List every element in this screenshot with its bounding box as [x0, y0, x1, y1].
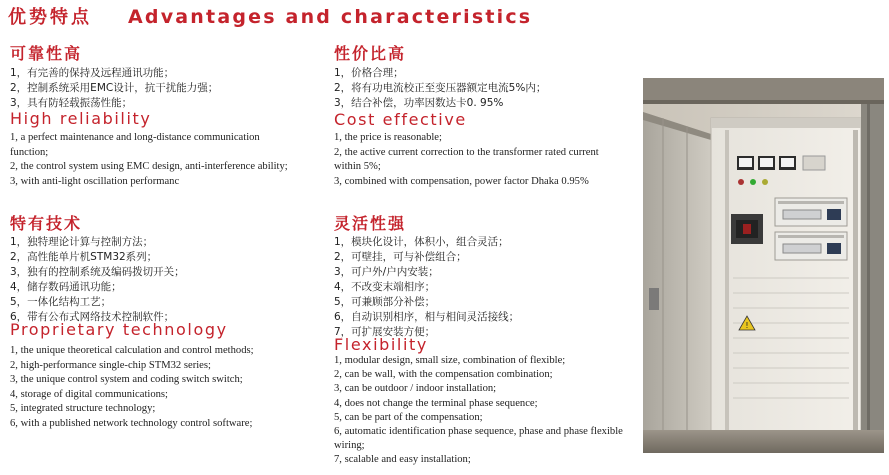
- side-handle: [649, 288, 659, 310]
- list-item: 2，高性能单片机STM32系列；: [10, 251, 158, 263]
- list-item: 3，可户外/户内安装；: [334, 266, 439, 278]
- list-item: 6，自动识别相序，相与相间灵活接线；: [334, 311, 520, 323]
- list-item: 1，价格合理；: [334, 67, 404, 79]
- section-flexibility-en: [334, 335, 634, 468]
- list-item: 2，控制系统采用EMC设计，抗干扰能力强；: [10, 82, 219, 94]
- list-item: 2, the control system using EMC design, anti-interference ability;: [10, 161, 288, 172]
- list-item: 4, storage of digital communications;: [10, 388, 168, 400]
- section-cost-effective: [334, 44, 634, 111]
- list-item: 2, high-performance single-chip STM32 series;: [10, 359, 211, 371]
- list-item: 1，有完善的保持及远程通讯功能；: [10, 67, 175, 79]
- section-proprietary-technology: [10, 214, 310, 325]
- section-title-en: High reliability: [10, 109, 152, 128]
- list-item: 7，可扩展安装方便；: [334, 326, 436, 338]
- meter-row: [737, 156, 825, 170]
- section-title-en: Cost effective: [334, 110, 467, 129]
- list-item: 3, with anti-light oscillation performanc: [10, 175, 180, 187]
- section-proprietary-technology-en: [10, 320, 320, 431]
- filter-module: [775, 232, 847, 260]
- list-item: 4, does not change the terminal phase sequence;: [334, 397, 538, 409]
- list-item: 1，独特理论计算与控制方法；: [10, 236, 154, 248]
- filter-module: [775, 198, 847, 226]
- list-item: 2，可壁挂，可与补偿组合；: [334, 251, 467, 263]
- list-item: 5，一体化结构工艺；: [10, 296, 112, 308]
- section-high-reliability-en: [10, 109, 310, 189]
- page-title-en: Advantages and characteristics: [128, 6, 533, 28]
- list-item: 2，将有功电流校正至变压器额定电流5%内；: [334, 82, 547, 94]
- list-item: 1, the price is reasonable;: [334, 132, 442, 143]
- list-item: 6, automatic identification phase sequence, phase and phase flexible wiring;: [334, 426, 623, 452]
- list-item: 3，独有的控制系统及编码拨切开关；: [10, 266, 185, 278]
- section-high-reliability: [10, 44, 310, 111]
- list-item: 1, modular design, small size, combination of flexible;: [334, 355, 566, 366]
- list-item: 1，模块化设计，体积小，组合灵活；: [334, 236, 509, 248]
- cabinet-illustration: [643, 78, 884, 453]
- list-item: 5，可兼顾部分补偿；: [334, 296, 436, 308]
- page-title: [8, 3, 532, 31]
- section-title-cn: 灵活性强: [334, 214, 407, 233]
- list-item: 4，不改变末端相序；: [334, 281, 436, 293]
- list-item: 3, can be outdoor / indoor installation;: [334, 383, 497, 395]
- product-photo: [643, 78, 884, 453]
- list-item: 7, scalable and easy installation;: [334, 454, 471, 466]
- list-item: 1, a perfect maintenance and long-distance communication function;: [10, 132, 260, 158]
- list-item: 3, combined with compensation, power factor Dhaka 0.95%: [334, 175, 589, 187]
- section-cost-effective-en: [334, 110, 634, 189]
- list-item: 3, the unique control system and coding switch switch;: [10, 374, 243, 385]
- list-item: 6，带有公布式网络技术控制软件；: [10, 311, 175, 323]
- list-item: 2, can be wall, with the compensation combination;: [334, 369, 553, 381]
- section-flexibility: [334, 214, 634, 340]
- list-item: 5, integrated structure technology;: [10, 403, 156, 414]
- section-title-cn: 特有技术: [10, 214, 83, 233]
- list-item: 6, with a published network technology control software;: [10, 417, 253, 429]
- list-item: 3，结合补偿，功率因数达卡0. 95%: [334, 97, 504, 109]
- list-item: 2, the active current correction to the transformer rated current within 5%;: [334, 146, 599, 172]
- page-title-cn: 优势特点: [8, 7, 92, 28]
- svg-text:!: !: [745, 321, 749, 330]
- section-title-en: Flexibility: [334, 335, 428, 354]
- list-item: 1, the unique theoretical calculation and control methods;: [10, 345, 254, 356]
- section-title-en: Proprietary technology: [10, 320, 228, 339]
- list-item: 4，储存数码通讯功能；: [10, 281, 122, 293]
- list-item: 3，具有防轻载振荡性能；: [10, 97, 133, 109]
- section-title-cn: 性价比高: [334, 44, 407, 63]
- list-item: 5, can be part of the compensation;: [334, 411, 483, 423]
- section-title-cn: 可靠性高: [10, 44, 83, 63]
